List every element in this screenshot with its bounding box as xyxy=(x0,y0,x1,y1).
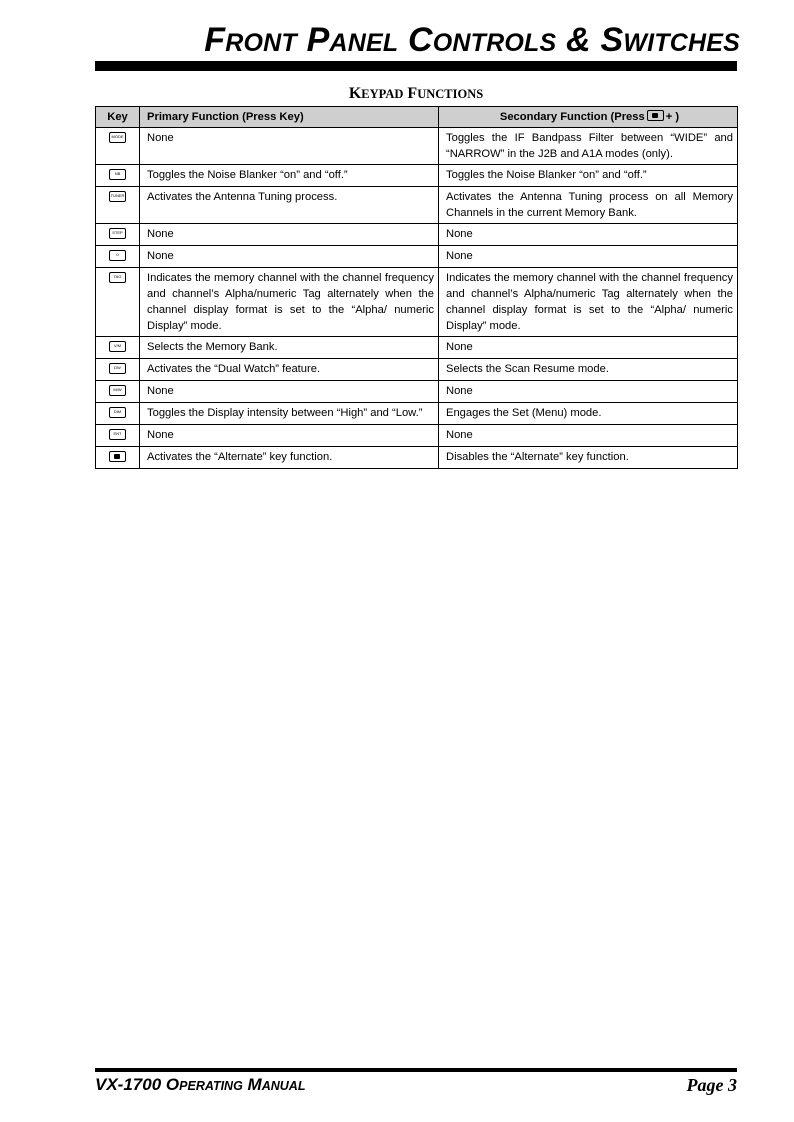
key-cell xyxy=(96,165,140,187)
table-row xyxy=(96,268,738,337)
f-key-icon xyxy=(109,451,126,462)
footer-manual-title: VX-1700 OPERATING MANUAL xyxy=(95,1075,306,1094)
key-cell xyxy=(96,359,140,381)
table-row xyxy=(96,128,738,165)
primary-function: Selects the Memory Bank. xyxy=(140,337,439,359)
primary-function: None xyxy=(140,425,439,447)
table-row xyxy=(96,187,738,224)
primary-function: Activates the “Dual Watch” feature. xyxy=(140,359,439,381)
primary-function: None xyxy=(140,381,439,403)
mw-key-icon xyxy=(109,385,126,396)
title-word: & xyxy=(566,21,591,59)
key-label: M/W xyxy=(113,387,122,392)
tag-key-icon xyxy=(109,272,126,283)
primary-function: Toggles the Noise Blanker “on” and “off.” xyxy=(140,165,439,187)
key-label: ENT xyxy=(113,431,122,436)
table-row xyxy=(96,447,738,469)
nb-key-icon xyxy=(109,169,126,180)
key-cell xyxy=(96,447,140,469)
table-row xyxy=(96,165,738,187)
secondary-function: None xyxy=(439,425,738,447)
header-key: Key xyxy=(96,107,140,128)
title-word: PANEL xyxy=(306,21,399,59)
keypad-functions-table xyxy=(95,106,738,469)
primary-function: Indicates the memory channel with the channel frequency and channel’s Alpha/numeric Tag alternately when the channel display format is set to the “Alpha/ numeric Display” mode. xyxy=(140,268,439,337)
step-key-icon xyxy=(109,228,126,239)
page-number: Page 3 xyxy=(686,1075,737,1095)
table-row xyxy=(96,337,738,359)
table-row xyxy=(96,425,738,447)
header-primary: Primary Function (Press Key) xyxy=(140,107,439,128)
ent-key-icon xyxy=(109,429,126,440)
table-row xyxy=(96,381,738,403)
key-label: DW xyxy=(114,365,121,370)
header-secondary: Secondary Function (Press + ) xyxy=(439,107,738,128)
primary-function: Activates the Antenna Tuning process. xyxy=(140,187,439,224)
table-row xyxy=(96,359,738,381)
secondary-function: None xyxy=(439,224,738,246)
primary-function: None xyxy=(140,224,439,246)
secondary-function: Selects the Scan Resume mode. xyxy=(439,359,738,381)
primary-function: Toggles the Display intensity between “High” and “Low.” xyxy=(140,403,439,425)
key-cell xyxy=(96,425,140,447)
secondary-function: Engages the Set (Menu) mode. xyxy=(439,403,738,425)
key-cell xyxy=(96,246,140,268)
key-cell xyxy=(96,128,140,165)
primary-function: None xyxy=(140,128,439,165)
secondary-function: Activates the Antenna Tuning process on all Memory Channels in the current Memory Bank. xyxy=(439,187,738,224)
table-row xyxy=(96,246,738,268)
secondary-function: None xyxy=(439,337,738,359)
key-label: 0 xyxy=(116,252,119,257)
section-title: KEYPAD FUNCTIONS xyxy=(348,85,484,102)
key-label: MODE xyxy=(111,134,124,139)
title-word: SWITCHES xyxy=(600,21,740,59)
mode-key-icon xyxy=(109,132,126,143)
table-row xyxy=(96,403,738,425)
secondary-function: None xyxy=(439,381,738,403)
title-rule xyxy=(95,61,737,71)
primary-function: Activates the “Alternate” key function. xyxy=(140,447,439,469)
key-label: DIM xyxy=(113,409,122,414)
key-cell xyxy=(96,381,140,403)
tuner-key-icon xyxy=(109,191,126,202)
title-word: CONTROLS xyxy=(407,21,557,59)
secondary-function: Toggles the IF Bandpass Filter between “WIDE” and “NARROW” in the J2B and A1A modes (only). xyxy=(439,128,738,165)
table-row xyxy=(96,224,738,246)
secondary-function: None xyxy=(439,246,738,268)
primary-function: None xyxy=(140,246,439,268)
dim-key-icon xyxy=(109,407,126,418)
key-label: STEP xyxy=(112,230,123,235)
page-title xyxy=(175,20,740,63)
key-label: TUNER xyxy=(110,193,125,198)
key-cell xyxy=(96,187,140,224)
key-cell xyxy=(96,224,140,246)
footer-rule xyxy=(95,1068,737,1072)
key-label: NB xyxy=(114,171,121,176)
f-key-icon xyxy=(647,110,664,121)
dw-key-icon xyxy=(109,363,126,374)
table-header-row xyxy=(96,107,738,128)
key-label: V/M xyxy=(113,343,122,348)
key-cell xyxy=(96,268,140,337)
key-label: TAG xyxy=(113,274,122,279)
secondary-function: Toggles the Noise Blanker “on” and “off.” xyxy=(439,165,738,187)
zero-key-icon xyxy=(109,250,126,261)
secondary-function: Indicates the memory channel with the channel frequency and channel’s Alpha/numeric Tag alternately when the channel display format is set to the “Alpha/ numeric Display” mode. xyxy=(439,268,738,337)
title-word: FRONT xyxy=(204,21,297,59)
secondary-function: Disables the “Alternate” key function. xyxy=(439,447,738,469)
vm-key-icon xyxy=(109,341,126,352)
key-cell xyxy=(96,337,140,359)
key-cell xyxy=(96,403,140,425)
